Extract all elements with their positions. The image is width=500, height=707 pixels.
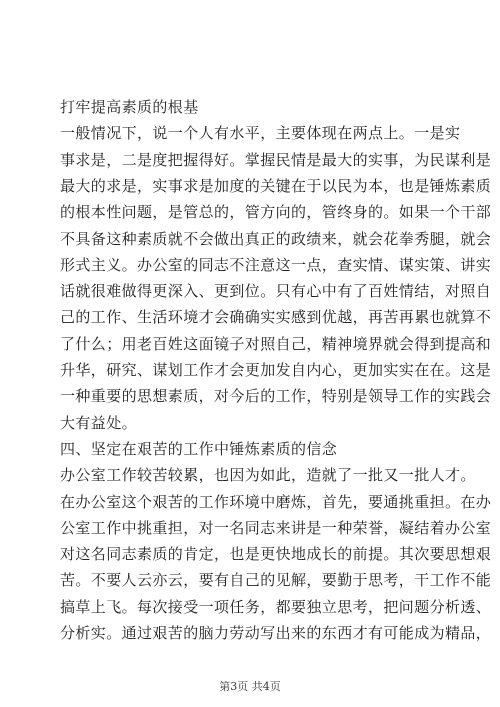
paragraph-line: 一般情况下，说一个人有水平，主要体现在两点上。一是实 (60, 124, 461, 142)
section-heading: 打牢提高素质的根基 (60, 98, 199, 116)
paragraph-line: 话就很难做得更深入、更到位。只有心中有了百姓情结，对照自 (60, 282, 492, 300)
paragraph-line: 一种重要的思想素质，对今后的工作，特别是领导工作的实践会 (60, 387, 492, 405)
paragraph-line: 四、坚定在艰苦的工作中锤炼素质的信念 (60, 440, 338, 458)
paragraph-line: 苦。不要人云亦云，要有自己的见解，要勤于思考，干工作不能 (60, 571, 492, 589)
paragraph-line: 办公室工作较苦较累，也因为如此，造就了一批又一批人才。 (60, 466, 476, 484)
paragraph-line: 对这名同志素质的肯定，也是更快地成长的前提。其次要思想艰 (60, 545, 492, 563)
paragraph-line: 的根本性问题，是管总的，管方向的，管终身的。如果一个干部 (60, 203, 492, 221)
paragraph-line: 分析实。通过艰苦的脑力劳动写出来的东西才有可能成为精品， (60, 624, 492, 642)
paragraph-line: 在办公室这个艰苦的工作环境中磨炼，首先，要通挑重担。在办 (60, 493, 492, 511)
paragraph-line: 不具备这种素质就不会做出真正的政绩来，就会花拳秀腿，就会 (60, 230, 492, 248)
paragraph-line: 最大的求是，实事求是加度的关键在于以民为本，也是锤炼素质 (60, 177, 492, 195)
paragraph-line: 搞草上飞。每次接受一项任务，都要独立思考，把问题分析透、 (60, 598, 492, 616)
page-number: 第3页 共4页 (219, 680, 281, 693)
paragraph-line: 己的工作、生活环境才会确确实实感到优越，再苦再累也就算不 (60, 308, 492, 326)
paragraph-line: 升华，研究、谋划工作才会更加发自内心，更加实实在在。这是 (60, 361, 492, 379)
paragraph-line: 大有益处。 (60, 414, 138, 432)
paragraph-line: 了什么；用老百姓这面镜子对照自己，精神境界就会得到提高和 (60, 335, 492, 353)
paragraph-line: 事求是，二是度把握得好。掌握民情是最大的实事，为民谋利是 (60, 151, 492, 169)
paragraph-line: 形式主义。办公室的同志不注意这一点，查实情、谋实策、讲实 (60, 256, 492, 274)
paragraph-line: 公室工作中挑重担，对一名同志来讲是一种荣誉，凝结着办公室 (60, 519, 492, 537)
